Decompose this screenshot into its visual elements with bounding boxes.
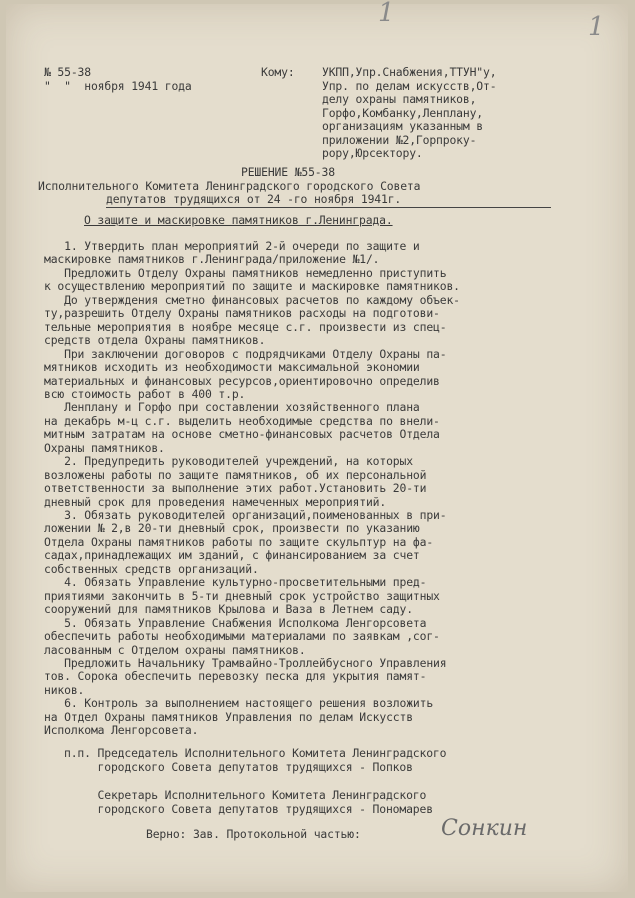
body-line: приятиями закончить в 5-ти дневный срок устройство защитных [44, 588, 440, 603]
body-line: ников. [44, 682, 85, 697]
doc-date: " " ноября 1941 года [44, 79, 192, 93]
body-line: ласованным с Отделом охраны памятников. [44, 642, 306, 657]
body-line: возложены работы по защите памятников, об их персональной [44, 467, 427, 482]
body-line: обеспечить работы необходимыми материалами по заявкам ,сог- [44, 629, 440, 644]
body-line: сооружений для памятников Крылова и Ваза в Летнем саду. [44, 602, 413, 617]
body-line: материальных и финансовых ресурсов,ориентировочно определив [44, 373, 440, 388]
body-line: на декабрь м-ц с.г. выделить необходимые средства по внели- [44, 413, 440, 428]
title-underline [106, 207, 551, 208]
archive-mark-right: 1 [588, 12, 605, 42]
body-line: 2. Предупредить руководителей учреждений, на которых [44, 454, 413, 469]
body-line: До утверждения сметно финансовых расчетов по каждому объек- [44, 292, 460, 307]
body-line: всю стоимость работ в 400 т.р. [44, 386, 246, 401]
secretary-line-1: Секретарь Исполнительного Комитета Ленинградского [64, 788, 427, 802]
recipient-line: рору,Юрсектору. [322, 146, 423, 160]
body-line: маскировке памятников г.Ленинграда/приложение №1/. [44, 252, 380, 267]
body-line: Отдела Охраны памятников работы по защите скульптур на фа- [44, 534, 434, 549]
body-line: митным затратам на основе сметно-финансовых расчетов Отдела [44, 427, 440, 442]
body-line: тельные мероприятия в ноябре месяце с.г. произвести из спец- [44, 319, 447, 334]
chairman-line-1: п.п. Председатель Исполнительного Комитета Ленинградского [64, 746, 447, 760]
certified-line: Верно: Зав. Протокольной частью: [146, 827, 361, 841]
to-label: Кому: [261, 65, 295, 79]
archive-mark-left: 1 [378, 0, 395, 28]
body-line: Исполкома Ленгорсовета. [44, 723, 199, 738]
body-line: дневный срок для проведения намеченных мероприятий. [44, 494, 387, 509]
body-line: ответственности за выполнение этих работ.Установить 20-ти [44, 481, 427, 496]
body-line: 6. Контроль за выполнением настоящего решения возложить [44, 696, 434, 711]
body-line: 4. Обязать Управление культурно-просветительными пред- [44, 575, 427, 590]
body-line: тов. Сорока обеспечить перевозку песка для укрытия памят- [44, 669, 427, 684]
body-line: к осуществлению мероприятий по защите и маскировке памятников. [44, 279, 460, 294]
body-line: При заключении договоров с подрядчиками Отделу Охраны па- [44, 346, 447, 361]
body-line: Ленплану и Горфо при составлении хозяйственного плана [44, 400, 420, 415]
recipient-line: Упр. по делам искусств,От- [322, 78, 497, 93]
recipient-line: организациям указанным в [322, 119, 483, 133]
secretary-line-2: городского Совета депутатов трудящихся - Пономарев [64, 802, 433, 816]
body-line: ту,разрешить Отделу Охраны памятников расходы на подготови- [44, 306, 440, 321]
doc-number: № 55-38 [44, 65, 91, 79]
body-line: 1. Утвердить план мероприятий 2-й очереди по защите и [44, 239, 420, 253]
decision-heading: О защите и маскировке памятников г.Ленинграда. [84, 213, 393, 227]
body-line: Предложить Отделу Охраны памятников немедленно приступить [44, 265, 447, 280]
body-line: Предложить Начальнику Трамвайно-Троллейбусного Управления [44, 655, 447, 670]
body-line: на Отдел Охраны памятников Управления по делам Искусств [44, 709, 413, 724]
body-line: садах,принадлежащих им зданий, с финансированием за счет [44, 548, 420, 563]
body-line: собственных средств организаций. [44, 561, 259, 576]
body-line: Охраны памятников. [44, 440, 165, 455]
handwritten-signature: Сонкин [441, 816, 528, 841]
body-line: 3. Обязать руководителей организаций,поименованных в при- [44, 508, 447, 522]
decision-subtitle-2: депутатов трудящихся от 24 -го ноября 1941г. [106, 192, 402, 206]
body-line: мятников исходить из необходимости максимальной экономии [44, 360, 420, 375]
body-line: 5. Обязать Управление Снабжения Исполкома Ленгорсовета [44, 615, 427, 630]
recipient-line: УКПП,Упр.Снабжения,ТТУН"у, [322, 65, 497, 79]
body-line: средств отдела Охраны памятников. [44, 333, 266, 348]
recipient-line: Горфо,Комбанку,Ленплану, [322, 105, 483, 120]
chairman-line-2: городского Совета депутатов трудящихся - Попков [64, 760, 413, 774]
decision-subtitle-1: Исполнительного Комитета Ленинградского городского Совета [38, 179, 421, 193]
decision-title: РЕШЕНИЕ №55-38 [241, 165, 335, 179]
document-page [6, 0, 628, 892]
recipient-line: делу охраны памятников, [322, 92, 477, 106]
recipient-line: приложении №2,Горпроку- [322, 132, 477, 147]
body-line: ложении № 2,в 20-ти дневный срок, произвести по указанию [44, 521, 420, 536]
